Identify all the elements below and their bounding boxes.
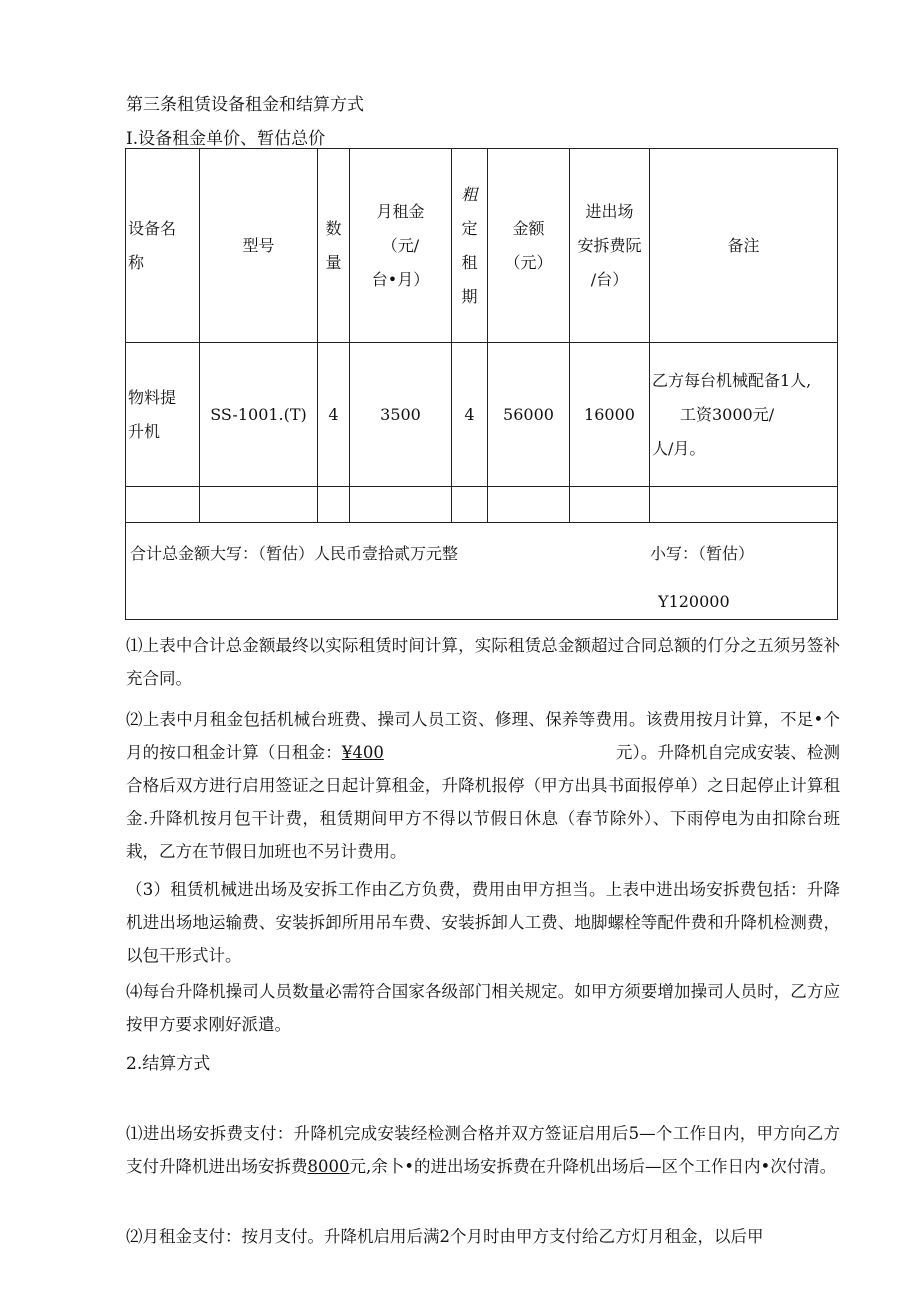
cell-install-fee: 16000 [570, 343, 650, 487]
note-2: ⑵上表中月租金包括机械台班费、操司人员工资、修理、保养等费用。该费用按月计算，不足•个月的按口租金计算（日租金：¥400 元）。升降机自完成安装、检测合格后双方进行启用签证之日起计算租金，升降机报停（甲方出具书面报停单）之日起停止计算租金.升降机按月包干计费，租赁期间甲方不得以节假日休息（春节除外）、下雨停电为由扣除台班栽，乙方在节假日加班也不另计费用。 [126, 710, 841, 861]
header-equipment-name: 设备名 称 [126, 149, 200, 343]
header-install-fee: 进出场 安拆费阮 /台） [570, 149, 650, 343]
cell-remark: 乙方每台机械配备1人, 工资3000元/ 人/月。 [650, 343, 838, 487]
settlement-para-2: ⑵月租金支付：按月支付。升降机启用后满2个月时由甲方支付给乙方灯月租金，以后甲 [126, 1227, 764, 1246]
sub-title: I.设备租金单价、暂估总价 [126, 129, 326, 149]
header-rental-period: 粗 定 租 期 [452, 149, 488, 343]
total-amount-small-label: 小写：（暂估） [650, 544, 755, 563]
header-remark: 备注 [650, 149, 838, 343]
cell-amount: 56000 [488, 343, 570, 487]
header-amount: 金额 （元） [488, 149, 570, 343]
cell-monthly-rent: 3500 [350, 343, 452, 487]
total-amount-small-value: Y120000 [658, 592, 730, 611]
settlement-title: 2.结算方式 [126, 1054, 211, 1074]
summary-row [126, 523, 838, 620]
note-1: ⑴上表中合计总金额最终以实际租赁时间计算，实际租赁总金额超过合同总额的仃分之五须另签补充合同。 [126, 636, 840, 688]
summary-cell [126, 523, 838, 620]
daily-rent-value: ¥400 [341, 743, 384, 762]
table-row [126, 343, 838, 487]
table-header-row [126, 149, 838, 343]
total-amount-words: 合计总金额大写：（暂估）人民币壹拾贰万元整 [130, 544, 459, 563]
cell-equipment-name: 物料提 升机 [126, 343, 200, 487]
cell-quantity: 4 [318, 343, 350, 487]
settlement-para-1: ⑴进出场安拆费支付：升降机完成安装经检测合格并双方签证启用后5—个工作日内，甲方向乙方支付升降机进出场安拆费8000元,余卜•的进出场安拆费在升降机出场后—区个工作日内•次付清。 [126, 1124, 840, 1176]
section-title: 第三条租赁设备租金和结算方式 [126, 95, 364, 115]
note-3: （3）租赁机械进出场及安拆工作由乙方负费，费用由甲方担当。上表中进出场安拆费包括：升降机进出场地运输费、安装拆卸所用吊车费、安装拆卸人工费、地脚螺栓等配件费和升降机检测费，以包干形式计。 [126, 880, 840, 965]
header-quantity: 数 量 [318, 149, 350, 343]
empty-row [126, 487, 838, 523]
install-fee-amount: 8000 [307, 1157, 350, 1176]
rent-table [125, 148, 838, 620]
header-monthly-rent: 月租金 （元/ 台•月） [350, 149, 452, 343]
header-model: 型号 [200, 149, 318, 343]
cell-model: SS-1001.(T) [200, 343, 318, 487]
cell-rental-period: 4 [452, 343, 488, 487]
note-4: ⑷每台升降机操司人员数量必需符合国家各级部门相关规定。如甲方须要增加操司人员时，乙方应按甲方要求刚好派遣。 [126, 982, 840, 1034]
